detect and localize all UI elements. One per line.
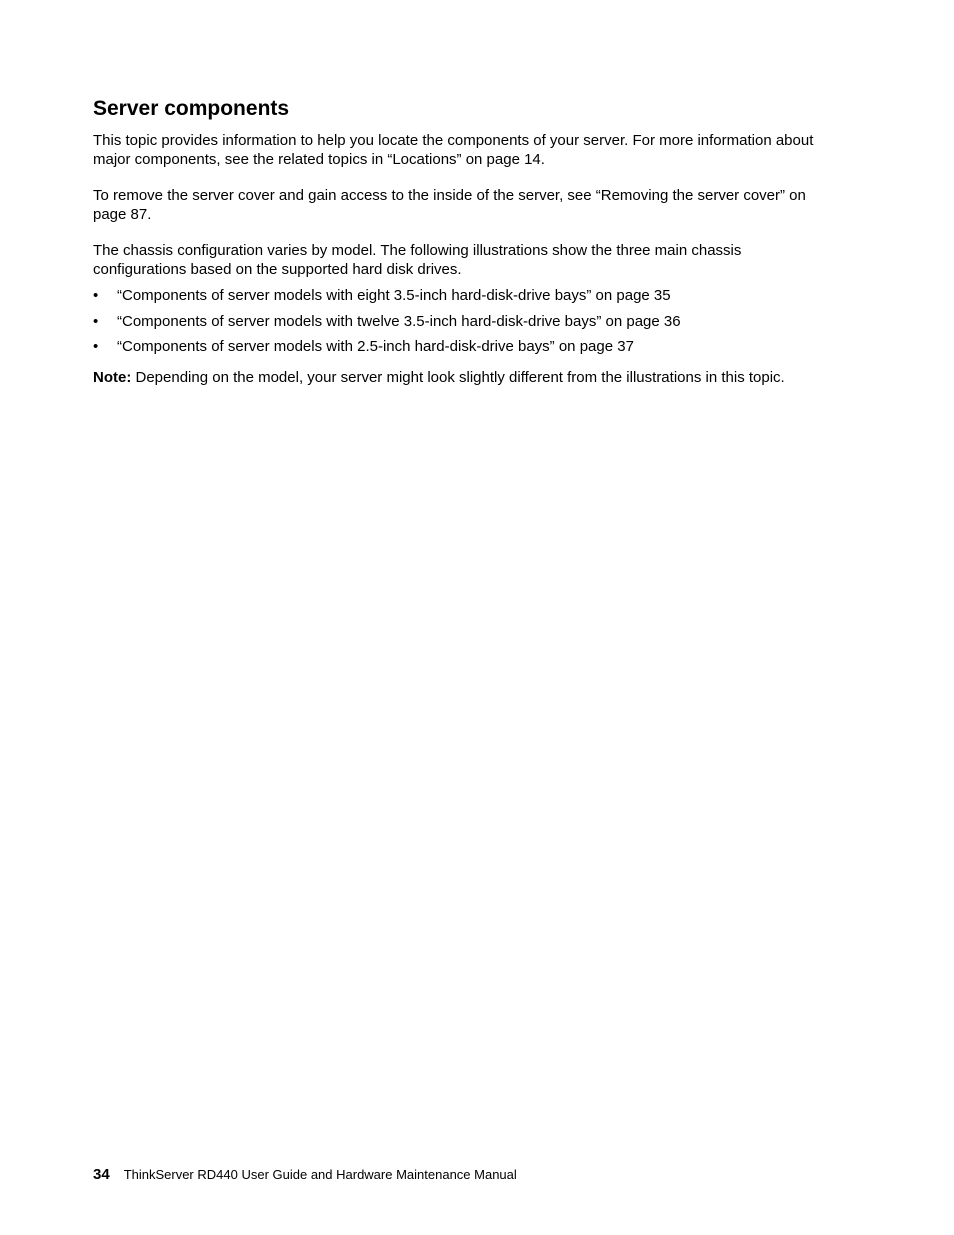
page-footer	[93, 1166, 517, 1184]
page-number: 34	[93, 1166, 110, 1183]
note-paragraph	[93, 369, 833, 388]
list-item	[93, 287, 833, 306]
chassis-config-paragraph: The chassis configuration varies by model. The following illustrations show the three main chassis configurations based on the supported hard disk drives.	[93, 242, 742, 278]
intro-paragraph: This topic provides information to help you locate the components of your server. For more information about major components, see the related topics in “Locations” on page 14.	[93, 132, 814, 168]
note-label: Note:	[93, 368, 132, 386]
manual-title: ThinkServer RD440 User Guide and Hardware Maintenance Manual	[123, 1167, 517, 1182]
page-content	[93, 96, 833, 405]
component-links-list	[93, 287, 833, 357]
link-2-5-inch-bay-models[interactable]: “Components of server models with 2.5-inch hard-disk-drive bays” on page 37	[117, 338, 634, 355]
link-twelve-bay-models[interactable]: “Components of server models with twelve 3.5-inch hard-disk-drive bays” on page 36	[117, 312, 681, 330]
list-item	[93, 313, 833, 332]
bullet-icon: •	[93, 338, 99, 355]
page-title: Server components	[93, 97, 290, 120]
bullet-icon: •	[93, 312, 99, 330]
link-eight-bay-models[interactable]: “Components of server models with eight 3.5-inch hard-disk-drive bays” on page 35	[117, 287, 671, 304]
bullet-icon: •	[93, 287, 99, 304]
cover-removal-paragraph: To remove the server cover and gain access to the inside of the server, see “Removing the server cover” on page 87.	[93, 187, 806, 223]
note-text: Depending on the model, your server might look slightly different from the illustrations in this topic.	[131, 368, 785, 386]
list-item	[93, 338, 833, 357]
